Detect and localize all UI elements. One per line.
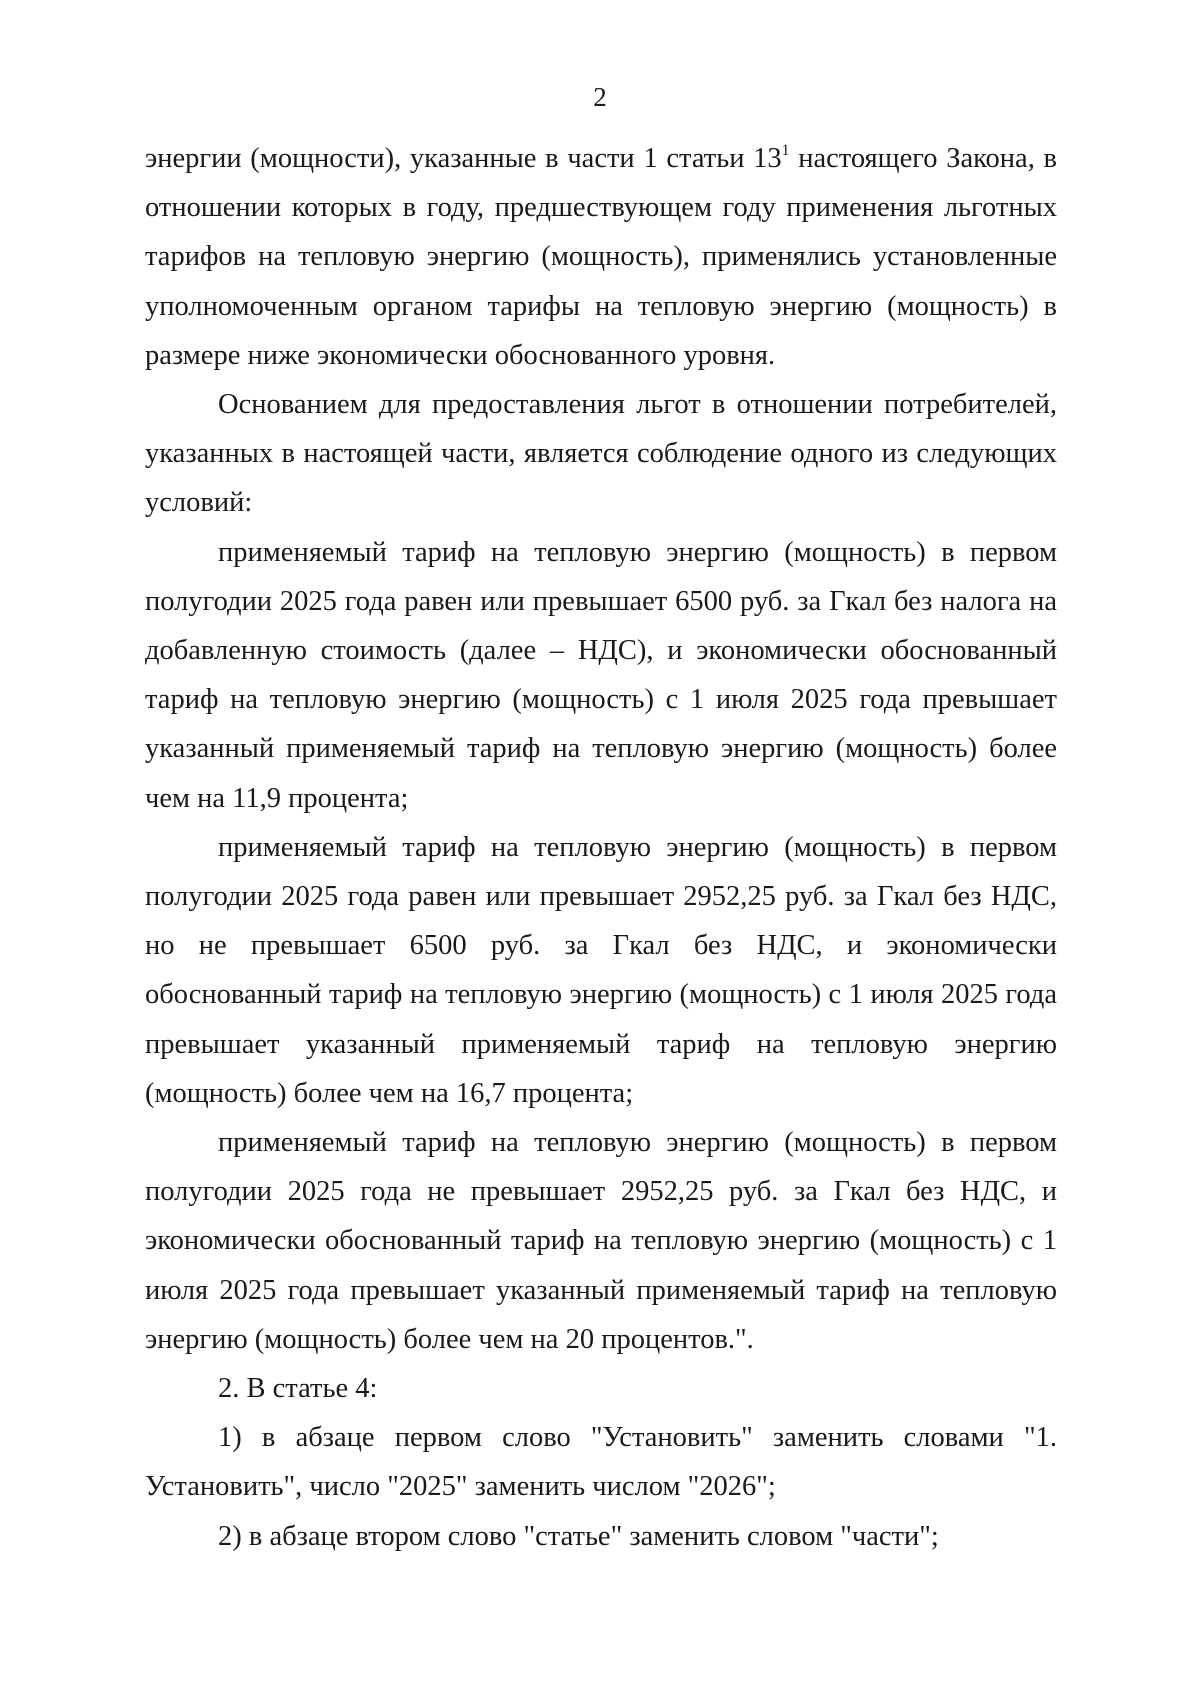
paragraph-1-text-start: энергии (мощности), указанные в части 1 статьи 13 (145, 143, 782, 174)
document-body (145, 134, 1057, 1561)
page-number: 2 (593, 82, 607, 112)
paragraph-3: применяемый тариф на тепловую энергию (мощность) в первом полугодии 2025 года равен или превышает 6500 руб. за Гкал без налога на добавленную стоимость (далее – НДС), и экономически обоснованный тариф на тепловую энергию (мощность) с 1 июля 2025 года превышает указанный применяемый тариф на тепловую энергию (мощность) более чем на 11,9 процента; (145, 536, 1057, 814)
paragraph-5: применяемый тариф на тепловую энергию (мощность) в первом полугодии 2025 года не превышает 2952,25 руб. за Гкал без НДС, и экономически обоснованный тариф на тепловую энергию (мощность) с 1 июля 2025 года превышает указанный применяемый тариф на тепловую энергию (мощность) более чем на 20 процентов.". (145, 1127, 1057, 1355)
paragraph-4: применяемый тариф на тепловую энергию (мощность) в первом полугодии 2025 года равен или превышает 2952,25 руб. за Гкал без НДС, но не превышает 6500 руб. за Гкал без НДС, и экономически обоснованный тариф на тепловую энергию (мощность) с 1 июля 2025 года превышает указанный применяемый тариф на тепловую энергию (мощность) более чем на 16,7 процента; (145, 831, 1057, 1109)
paragraph-2: Основанием для предоставления льгот в отношении потребителей, указанных в настоящей части, является соблюдение одного из следующих условий: (145, 389, 1057, 519)
paragraph-7: 1) в абзаце первом слово "Установить" заменить словами "1. Установить", число "2025" заменить числом "2026"; (145, 1422, 1057, 1503)
paragraph-6: 2. В статье 4: (218, 1373, 378, 1405)
paragraph-8: 2) в абзаце втором слово "статье" заменить словом "части"; (218, 1520, 939, 1552)
article-superscript: 1 (781, 141, 790, 159)
paragraph-1 (145, 134, 1057, 380)
paragraph-1-text-end: настоящего Закона, в отношении которых в году, предшествующем году применения льготных тарифов на тепловую энергию (мощность), применялись установленные уполномоченным органом тарифы на тепловую энергию (мощность) в размере ниже экономически обоснованного уровня. (145, 143, 1057, 371)
